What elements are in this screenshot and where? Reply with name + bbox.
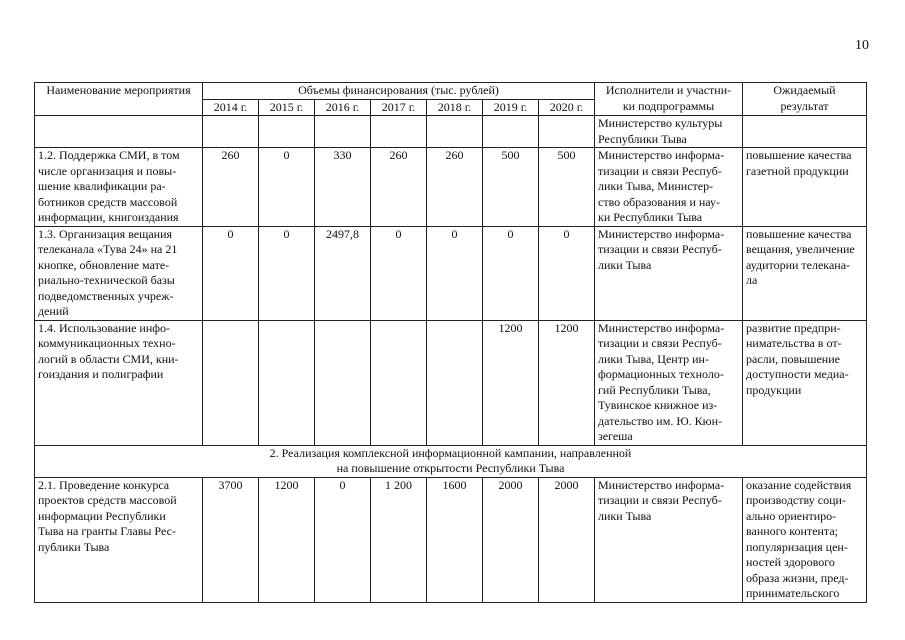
row-2-1-executors <box>595 477 743 602</box>
value-cell <box>315 320 371 445</box>
year-2016: 2016 г. <box>315 99 371 116</box>
year-2014: 2014 г. <box>203 99 259 116</box>
value-cell: 1200 <box>483 320 539 445</box>
header-row <box>35 83 867 100</box>
cell-text: Министерство информа- <box>598 148 725 162</box>
value-cell: 260 <box>427 148 483 227</box>
cell-text: тизации и связи Респуб- <box>598 336 722 350</box>
value-cell: 2000 <box>539 477 595 602</box>
cell-text: результат <box>780 98 829 113</box>
cell-text: Ожидаемый <box>773 83 836 97</box>
cell-text: Тувинское книжное из- <box>598 398 718 412</box>
year-2017: 2017 г. <box>371 99 427 116</box>
row-1-4-name <box>35 320 203 445</box>
table-row <box>35 477 867 602</box>
table-row <box>35 320 867 445</box>
cell-text: повышение качества <box>746 148 852 162</box>
cell-text: Министерство информа- <box>598 226 725 241</box>
value-cell <box>427 320 483 445</box>
cell-text: лики Тыва, Центр ин- <box>598 351 709 366</box>
cell-text: 2. Реализация комплексной информационной кампании, направленной <box>269 445 632 460</box>
cell-text: лики Тыва, Министер- <box>598 179 714 193</box>
value-cell: 500 <box>539 148 595 227</box>
cell-text: дательство им. Ю. Кюн- <box>598 413 723 428</box>
cell-text: Министерство культуры <box>598 116 723 130</box>
cell-text: повышение качества <box>746 226 852 241</box>
value-cell: 3700 <box>203 477 259 602</box>
header-result <box>743 83 867 116</box>
value-cell <box>259 320 315 445</box>
row-1-2-name <box>35 148 203 227</box>
cell-text: тизации и связи Респуб- <box>598 493 722 507</box>
cell-text: развитие предпри- <box>746 320 841 335</box>
cell-text: популяризация цен- <box>746 539 848 554</box>
cell-text: ство образования и нау- <box>598 194 721 209</box>
cell-text: кнопке, обновление мате- <box>38 257 170 272</box>
row-2-1-result <box>743 477 867 602</box>
cell-text: логий в области СМИ, кни- <box>38 351 179 366</box>
table-row <box>35 148 867 227</box>
value-cell: 0 <box>427 226 483 320</box>
value-cell: 0 <box>259 226 315 320</box>
row-1-4-executors <box>595 320 743 445</box>
header-executors <box>595 83 743 116</box>
value-cell: 0 <box>315 477 371 602</box>
section-row <box>35 445 867 477</box>
cell-text: шение квалификации ра- <box>38 179 166 193</box>
value-cell: 500 <box>483 148 539 227</box>
cell-text: Исполнители и участни- <box>605 83 732 97</box>
row-1-3-name <box>35 226 203 320</box>
cell-text: оказание содействия <box>746 477 852 492</box>
year-2019: 2019 г. <box>483 99 539 116</box>
cell-text: лики Тыва <box>598 508 652 523</box>
value-cell: 2000 <box>483 477 539 602</box>
cell-text: гоиздания и полиграфии <box>38 367 164 381</box>
cell-text: информации, книгоиздания <box>38 210 179 224</box>
cell-text: риально-технической базы <box>38 273 175 287</box>
cell-text: нимательства в от- <box>746 336 842 350</box>
value-cell: 0 <box>203 226 259 320</box>
value-cell: 0 <box>371 226 427 320</box>
cell-text: 1.2. Поддержка СМИ, в том <box>38 148 180 162</box>
row-2-1-name <box>35 477 203 602</box>
value-cell: 0 <box>483 226 539 320</box>
value-cell: 1200 <box>259 477 315 602</box>
cell-text: 1.3. Организация вещания <box>38 226 173 241</box>
cell-text: доступности медиа- <box>746 367 849 381</box>
cell-text: вещания, увеличение <box>746 242 855 256</box>
value-cell: 260 <box>203 148 259 227</box>
cell-text: Министерство информа- <box>598 320 725 335</box>
value-cell: 1600 <box>427 477 483 602</box>
value-cell: 330 <box>315 148 371 227</box>
cell-text: проектов средств массовой <box>38 493 177 507</box>
row-1-3-result <box>743 226 867 320</box>
cell-text: лики Тыва <box>598 257 652 272</box>
value-cell: 2497,8 <box>315 226 371 320</box>
value-cell <box>371 320 427 445</box>
header-funding <box>203 83 595 100</box>
cell-text: ки подпрограммы <box>622 98 715 113</box>
row-1-4-result <box>743 320 867 445</box>
year-2018: 2018 г. <box>427 99 483 116</box>
value-cell: 260 <box>371 148 427 227</box>
row-1-2-result <box>743 148 867 227</box>
cell-text: ла <box>746 273 758 287</box>
cell-text: Наименование мероприятия <box>46 83 191 97</box>
cell-text: Тыва на гранты Главы Рес- <box>38 524 176 538</box>
cell-text: 2.1. Проведение конкурса <box>38 477 170 492</box>
cell-text: ностей здорового <box>746 555 835 569</box>
cell-text: производству соци- <box>746 493 846 507</box>
header-name <box>35 83 203 116</box>
cell-text: ванного контента; <box>746 524 838 538</box>
cell-text: подведомственных учреж- <box>38 288 174 303</box>
cell-text: Республики Тыва <box>598 131 687 146</box>
row-1-3-executors <box>595 226 743 320</box>
cell-text: числе организация и повы- <box>38 163 177 178</box>
table-row <box>35 226 867 320</box>
page-number: 10 <box>855 38 869 53</box>
cell-text: ки Республики Тыва <box>598 210 703 224</box>
value-cell: 1200 <box>539 320 595 445</box>
cell-text: коммуникационных техно- <box>38 336 176 350</box>
cell-text: дений <box>38 304 69 318</box>
cell-text: формационных техноло- <box>598 367 724 381</box>
cell-text: на повышение открытости Республики Тыва <box>336 461 565 475</box>
value-cell <box>203 320 259 445</box>
cell-text: тизации и связи Респуб- <box>598 242 722 256</box>
cell-text: Министерство информа- <box>598 477 725 492</box>
funding-table <box>34 82 867 603</box>
value-cell: 0 <box>259 148 315 227</box>
year-2015: 2015 г. <box>259 99 315 116</box>
cell-text: 1.4. Использование инфо- <box>38 320 171 335</box>
cell-text: информации Республики <box>38 508 166 523</box>
value-cell: 0 <box>539 226 595 320</box>
cell-text: Объемы финансирования (тыс. рублей) <box>298 83 499 97</box>
cell-text: продукции <box>746 382 802 397</box>
continuation-row <box>35 116 867 148</box>
cell-text: ально ориентиро- <box>746 508 837 523</box>
cell-text: гий Республики Тыва, <box>598 382 711 397</box>
row-1-2-executors <box>595 148 743 227</box>
cell-text: ботников средств массовой <box>38 194 178 209</box>
year-2020: 2020 г. <box>539 99 595 116</box>
section-2-title <box>35 445 867 477</box>
cell-text: зегеша <box>598 429 633 443</box>
value-cell: 1 200 <box>371 477 427 602</box>
cell-text: принимательского <box>746 586 840 600</box>
continuation-executors <box>595 116 743 148</box>
cell-text: расли, повышение <box>746 351 840 366</box>
cell-text: аудитории телекана- <box>746 257 851 272</box>
cell-text: тизации и связи Респуб- <box>598 163 722 178</box>
cell-text: телеканала «Тува 24» на 21 <box>38 242 178 256</box>
cell-text: образа жизни, пред- <box>746 570 849 585</box>
cell-text: газетной продукции <box>746 163 849 178</box>
cell-text: публики Тыва <box>38 539 110 554</box>
